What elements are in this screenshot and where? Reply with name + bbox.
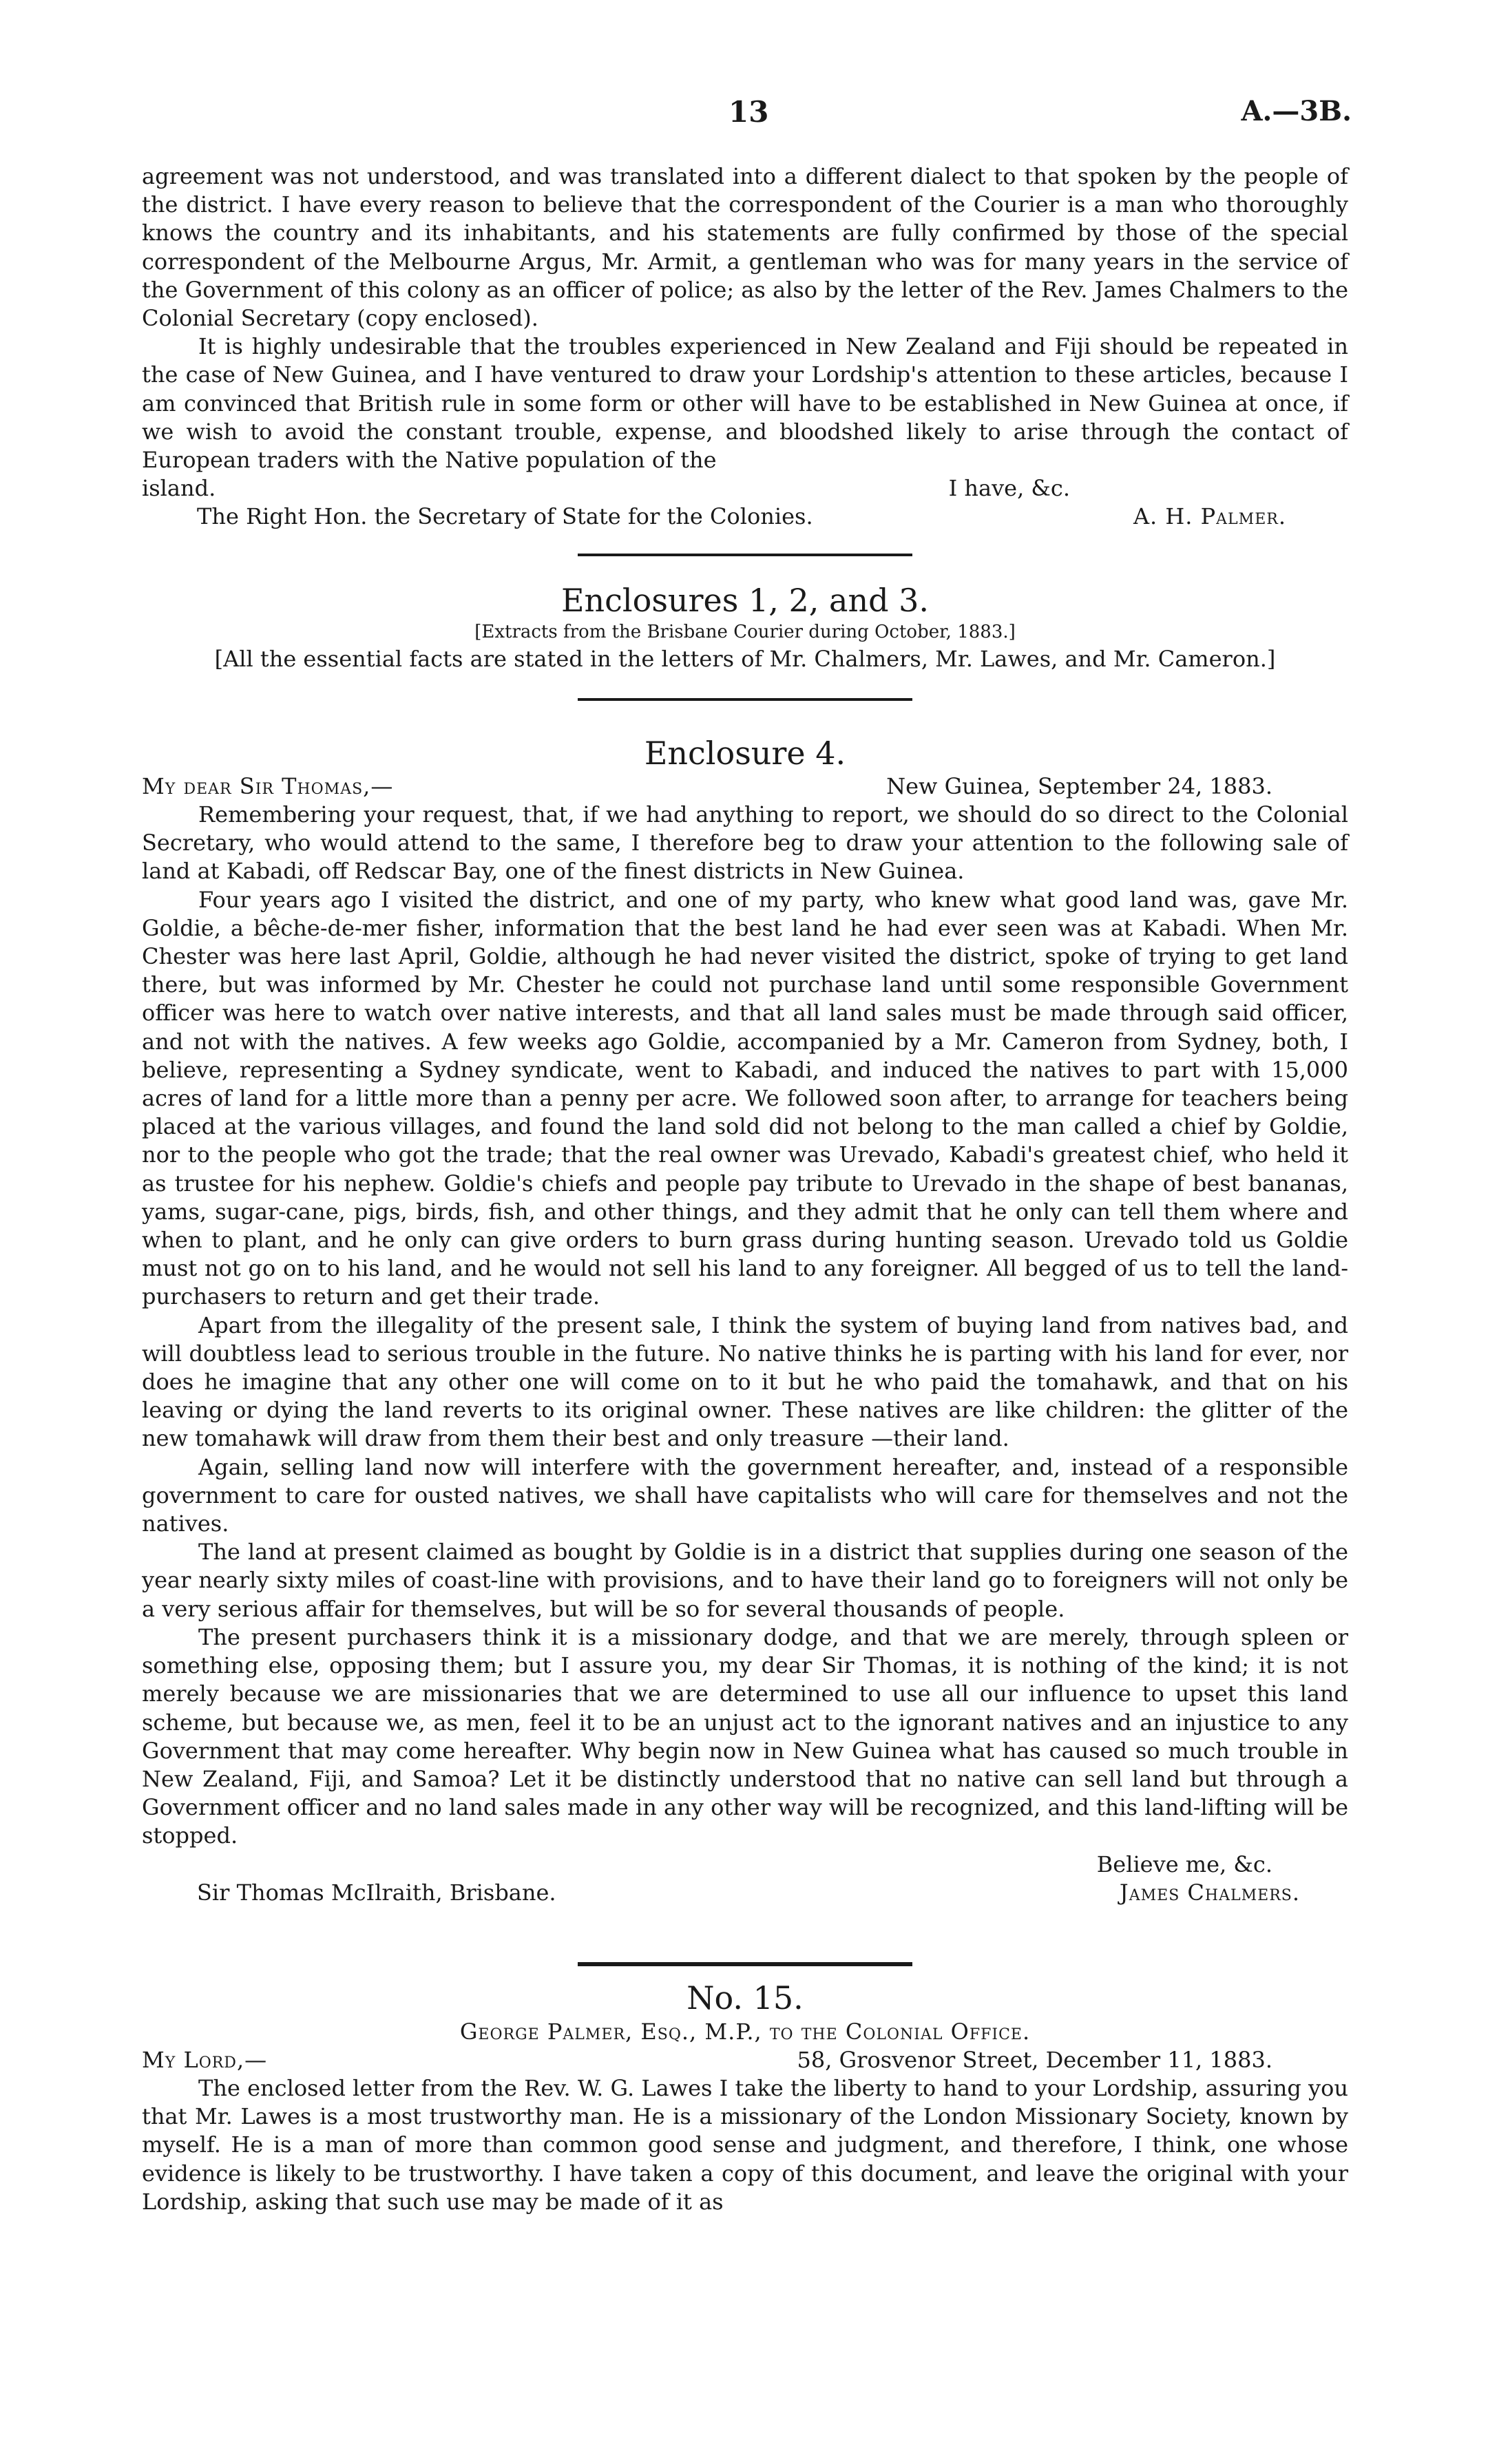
section-divider xyxy=(578,1962,912,1966)
enclosure-4-paragraph: Apart from the illegality of the present sale, I think the system of buying land from natives bad, and will doubtless lead to serious trouble in the future. No native thinks he is parting with his land for ever, nor does he imagine that any other one will come on to it but he who paid the tomahawk, and that on his leaving or dying the land reverts to its original owner. These natives are like children: the glitter of the new tomahawk will draw from them their best and only treasure —their land. xyxy=(142,1312,1348,1452)
enclosure-4-paragraph: The present purchasers think it is a missionary dodge, and that we are merely, through spleen or something else, opposing them; but I assure you, my dear Sir Thomas, it is nothing of the kind; it is not merely because we are missionaries that we are determined to use all our influence to upset this land scheme, but because we, as men, feel it to be an unjust act to the ignorant natives and an injustice to any Government that may come hereafter. Why begin now in New Guinea what has caused so much trouble in New Zealand, Fiji, and Samoa? Let it be distinctly understood that no native can sell land but through a Government officer and no land sales made in any other way will be recognized, and this land-lifting will be stopped. xyxy=(142,1623,1348,1849)
document-reference: A.—3B. xyxy=(1241,95,1352,127)
section-divider xyxy=(578,698,912,701)
enclosures-title: Enclosures 1, 2, and 3. xyxy=(560,582,930,619)
no15-paragraph: The enclosed letter from the Rev. W. G. Lawes I take the liberty to hand to your Lordship, assuring you that Mr. Lawes is a most trustworthy man. He is a missionary of the London Missionary Society, known by myself. He is a man of more than common good sense and judgment, and therefore, I think, one whose evidence is likely to be trustworthy. I have taken a copy of this document, and leave the original with your Lordship, asking that such use may be made of it as xyxy=(142,2075,1348,2215)
no15-subtitle: George Palmer, Esq., M.P., to the Colonial Office. xyxy=(459,2019,1031,2045)
enclosure-4-closing: Believe me, &c. xyxy=(1096,1851,1272,1877)
no15-title: No. 15. xyxy=(687,1979,804,2017)
enclosure-4-salutation: My dear Sir Thomas,— xyxy=(142,773,394,799)
enclosure-4-paragraph: Remembering your request, that, if we had anything to report, we should do so direct to the Colonial Secretary, who would attend to the same, I therefore beg to draw your attention to the following sale of land at Kabadi, off Redscar Bay, one of the finest districts in New Guinea. xyxy=(142,801,1348,885)
section-divider xyxy=(578,554,912,556)
enclosures-subtitle: [Extracts from the Brisbane Courier during October, 1883.] xyxy=(474,622,1016,642)
enclosures-1-2-3 xyxy=(142,554,1348,701)
enclosure-4-paragraph: The land at present claimed as bought by Goldie is in a district that supplies during one season of the year nearly sixty miles of coast-line with provisions, and to have their land go to foreigners will not only be a very serious affair for themselves, but will be so for several thousands of people. xyxy=(142,1539,1348,1622)
opening-addressee: The Right Hon. the Secretary of State for the Colonies. xyxy=(197,503,813,530)
opening-letter xyxy=(142,162,1348,531)
opening-paragraph-2-last-line: island. xyxy=(142,475,216,502)
opening-paragraph-2: It is highly undesirable that the troubles experienced in New Zealand and Fiji should be repeated in the case of New Guinea, and I have ventured to draw your Lordship's attention to these articles, because I am convinced that British rule in some form or other will have to be established in New Guinea at once, if we wish to avoid the constant trouble, expense, and bloodshed likely to arise through the contact of European traders with the Native population of the xyxy=(142,333,1348,474)
opening-paragraph-1: agreement was not understood, and was translated into a different dialect to that spoken by the people of the district. I have every reason to believe that the correspondent of the Courier is a man who thoroughly knows the country and its inhabitants, and his statements are fully confirmed by those of the special correspondent of the Melbourne Argus, Mr. Armit, a gentleman who was for many years in the service of the Government of this colony as an officer of police; as also by the letter of the Rev. James Chalmers to the Colonial Secretary (copy enclosed). xyxy=(142,163,1348,332)
enclosure-4-place-date: New Guinea, September 24, 1883. xyxy=(886,773,1272,799)
enclosure-4-addressee: Sir Thomas McIlraith, Brisbane. xyxy=(197,1879,556,1906)
enclosure-4-title: Enclosure 4. xyxy=(644,735,846,772)
enclosure-4-paragraph: Again, selling land now will interfere with the government hereafter, and, instead of a responsible government to care for ousted natives, we shall have capitalists who will care for themselves and not the natives. xyxy=(142,1453,1348,1537)
enclosure-4-paragraph: Four years ago I visited the district, and one of my party, who knew what good land was, gave Mr. Goldie, a bêche-de-mer fisher, information that the best land he had ever seen was at Kabadi. When Mr. Chester was here last April, Goldie, although he had never visited the district, spoke of trying to get land there, but was informed by Mr. Chester he could not purchase land until some responsible Government officer was here to watch over native interests, and that all land sales must be made through said officer, and not with the natives. A few weeks ago Goldie, accompanied by a Mr. Cameron from Sydney, both, I believe, representing a Sydney syndicate, went to Kabadi, and induced the natives to part with 15,000 acres of land for a little more than a penny per acre. We followed soon after, to arrange for teachers being placed at the various villages, and found the land sold did not belong to the man called a chief by Goldie, nor to the people who got the trade; that the real owner was Urevado, Kabadi's greatest chief, who held it as trustee for his nephew. Goldie's chiefs and people pay tribute to Urevado in the shape of best bananas, yams, sugar-cane, pigs, birds, fish, and other things, and they admit that he only can tell them where and when to plant, and he only can give orders to burn grass during hunting season. Urevado told us Goldie must not go on to his land, and he would not sell his land to any foreigner. All begged of us to tell the land-purchasers to return and get their trade. xyxy=(142,886,1348,1310)
page-number: 13 xyxy=(729,95,769,129)
enclosure-4 xyxy=(142,734,1348,1907)
enclosure-4-signature: James Chalmers. xyxy=(1119,1879,1300,1906)
no15-salutation: My Lord,— xyxy=(142,2047,268,2073)
opening-closing: I have, &c. xyxy=(948,475,1070,502)
opening-signature: A. H. Palmer. xyxy=(1133,503,1286,530)
no15-place-date: 58, Grosvenor Street, December 11, 1883. xyxy=(797,2047,1272,2073)
enclosures-note: [All the essential facts are stated in the letters of Mr. Chalmers, Mr. Lawes, and Mr. Cameron.] xyxy=(214,646,1276,672)
letter-no-15 xyxy=(142,1962,1348,2216)
